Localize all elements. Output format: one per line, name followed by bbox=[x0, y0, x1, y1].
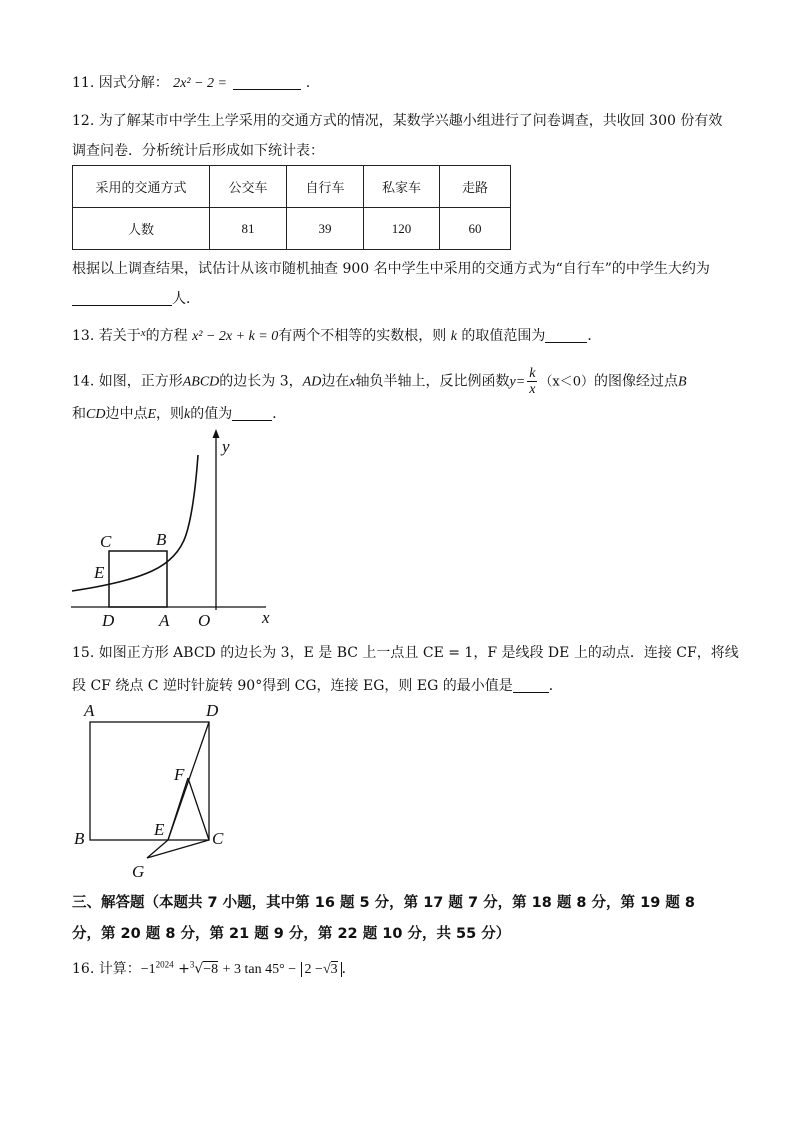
q16-text: 计算： bbox=[98, 961, 141, 977]
q11-answer-blank[interactable] bbox=[233, 75, 301, 90]
label-d: D bbox=[102, 611, 115, 630]
q14-fraction bbox=[527, 366, 537, 397]
q15-figure bbox=[70, 700, 240, 880]
table-header-cell: 私家车 bbox=[364, 166, 440, 208]
label-y: y bbox=[222, 437, 230, 456]
q15-number: 15. bbox=[72, 645, 95, 661]
q13-equation: x² − 2x + k = 0 bbox=[192, 329, 279, 344]
q16-term1: −1 bbox=[140, 962, 156, 977]
q14-abcd: ABCD bbox=[182, 374, 220, 390]
label-e: E bbox=[154, 820, 165, 839]
label-a: A bbox=[84, 701, 95, 720]
q14-answer-blank[interactable] bbox=[232, 406, 272, 421]
q12-number: 12. bbox=[72, 113, 95, 129]
q14-e: E bbox=[147, 407, 157, 422]
label-f: F bbox=[174, 765, 185, 784]
question-11: 11. 因式分解： 2x² − 2 = ． bbox=[72, 75, 320, 91]
y-axis-arrow-icon bbox=[213, 429, 220, 438]
traffic-stat-table bbox=[72, 165, 511, 250]
q14-fraction-den: x bbox=[529, 382, 536, 397]
q13-text-post2: 的取值范围为 bbox=[461, 328, 546, 344]
q14-condition: （x＜0） bbox=[539, 374, 595, 390]
table-header-cell: 自行车 bbox=[287, 166, 364, 208]
table-cell: 39 bbox=[287, 208, 364, 250]
hyperbola-curve bbox=[72, 455, 198, 591]
q13-answer-blank[interactable] bbox=[545, 328, 587, 343]
label-a: A bbox=[159, 611, 170, 630]
table-header-cell: 走路 bbox=[440, 166, 511, 208]
segment-cf bbox=[188, 778, 209, 840]
table-cell: 60 bbox=[440, 208, 511, 250]
q16-term3: + 3 tan 45° − bbox=[222, 962, 297, 977]
q15-answer-blank[interactable] bbox=[513, 678, 549, 693]
q14-func-y: y= bbox=[509, 374, 526, 390]
q14-ad: AD bbox=[302, 374, 322, 390]
label-b: B bbox=[74, 829, 85, 848]
q16-root-index: 3 bbox=[189, 959, 195, 970]
q14-text: 轴负半轴上，反比例函数 bbox=[355, 373, 510, 390]
q14-text: 边中点 bbox=[105, 406, 148, 422]
label-b: B bbox=[156, 530, 167, 549]
q14-text: ，则 bbox=[156, 406, 185, 422]
q14-cd: CD bbox=[86, 407, 106, 422]
question-16 bbox=[72, 958, 356, 978]
section-3-heading-line1: 三、解答题（本题共 7 小题，其中第 16 题 5 分，第 17 题 7 分，第 18 题 8 分，第 19 题 8 bbox=[72, 895, 695, 911]
label-c: C bbox=[100, 532, 112, 551]
question-15-line1 bbox=[72, 642, 739, 662]
q13-var: x bbox=[140, 327, 146, 339]
q13-number: 13. bbox=[72, 328, 95, 344]
q11-text: 因式分解： bbox=[98, 75, 169, 91]
square-abcd bbox=[109, 551, 167, 607]
table-header-cell: 采用的交通方式 bbox=[73, 166, 210, 208]
table-header-row bbox=[73, 166, 511, 208]
q11-expression: 2x² − 2 = bbox=[173, 76, 227, 91]
q15-text-line1: 如图正方形 ABCD 的边长为 3，E 是 BC 上一点且 CE = 1，F 是线段 DE 上的动点．连接 CF，将线 bbox=[98, 645, 739, 661]
square-abcd bbox=[90, 722, 209, 840]
table-cell: 81 bbox=[210, 208, 287, 250]
q16-plus: + bbox=[178, 961, 190, 977]
table-cell: 120 bbox=[364, 208, 440, 250]
table-row-label: 人数 bbox=[73, 208, 210, 250]
question-12-line2: 调查问卷．分析统计后形成如下统计表： bbox=[72, 143, 324, 159]
q15-text-line2: 段 CF 绕点 C 逆时针旋转 90°得到 CG，连接 EG，则 EG 的最小值是 bbox=[72, 678, 513, 694]
segment-cg bbox=[147, 840, 209, 858]
q16-number: 16. bbox=[72, 961, 95, 977]
q14-text: 如图，正方形 bbox=[98, 373, 183, 390]
question-12-line4 bbox=[72, 288, 200, 308]
section-3-heading-line2: 分，第 20 题 8 分，第 21 题 9 分，第 22 题 10 分，共 55 分） bbox=[72, 926, 511, 942]
segment-fe bbox=[168, 778, 188, 840]
question-13: 13. 若关于$^x$的方程 x² − 2x + k = 0有两个不相等的实数根，则 k 的取值范围为 ． bbox=[72, 327, 602, 344]
q14-number: 14. bbox=[72, 373, 95, 390]
q13-text-mid: 的方程 bbox=[145, 328, 188, 344]
table-row bbox=[73, 208, 511, 250]
label-o: O bbox=[198, 611, 211, 630]
q14-text: 的图像经过点 bbox=[594, 373, 679, 390]
label-x: x bbox=[262, 608, 270, 627]
label-d: D bbox=[206, 701, 219, 720]
q14-text: 边在 bbox=[321, 373, 350, 390]
q16-abs-content: 2 − bbox=[304, 962, 323, 977]
question-14-line2: 和CD边中点E，则k的值为 ． bbox=[72, 406, 287, 422]
q14-text: 的值为 bbox=[190, 406, 233, 422]
q12-suffix: 人． bbox=[172, 291, 200, 307]
q14-x: x bbox=[349, 374, 356, 390]
q12-answer-blank[interactable] bbox=[72, 291, 172, 306]
label-e: E bbox=[94, 563, 105, 582]
question-15-line2: 段 CF 绕点 C 逆时针旋转 90°得到 CG，连接 EG，则 EG 的最小值是 ． bbox=[72, 678, 563, 694]
label-g: G bbox=[132, 862, 145, 880]
q14-fraction-num: k bbox=[529, 366, 536, 381]
q14-b: B bbox=[678, 374, 687, 390]
q14-text: 的边长为 3， bbox=[219, 373, 303, 390]
question-12-line3: 根据以上调查结果，试估计从该市随机抽查 900 名中学生中采用的交通方式为“自行车”的中学生大约为 bbox=[72, 261, 710, 277]
radical-icon: √ bbox=[194, 961, 204, 977]
q16-sqrt-radicand: 3 bbox=[330, 962, 338, 977]
q14-k: k bbox=[184, 407, 191, 422]
radical-icon: √ bbox=[322, 962, 331, 977]
question-14-line1 bbox=[72, 366, 687, 397]
q13-k: k bbox=[450, 329, 457, 344]
table-header-cell: 公交车 bbox=[210, 166, 287, 208]
label-c: C bbox=[212, 829, 224, 848]
q14-figure bbox=[66, 425, 281, 635]
q13-text: 若关于 bbox=[98, 328, 141, 344]
q14-text: 和 bbox=[72, 406, 86, 422]
q12-text-line1: 为了解某市中学生上学采用的交通方式的情况，某数学兴趣小组进行了问卷调查，共收回 300 份有效 bbox=[98, 113, 723, 129]
q16-abs bbox=[301, 962, 342, 977]
q11-number: 11. bbox=[72, 75, 95, 91]
q13-text-post: 有两个不相等的实数根，则 bbox=[278, 328, 447, 344]
q16-end: ． bbox=[341, 961, 356, 977]
question-12-line1 bbox=[72, 110, 722, 130]
q16-term1-exponent: 2024 bbox=[155, 959, 174, 970]
q16-radicand: −8 bbox=[203, 962, 219, 977]
